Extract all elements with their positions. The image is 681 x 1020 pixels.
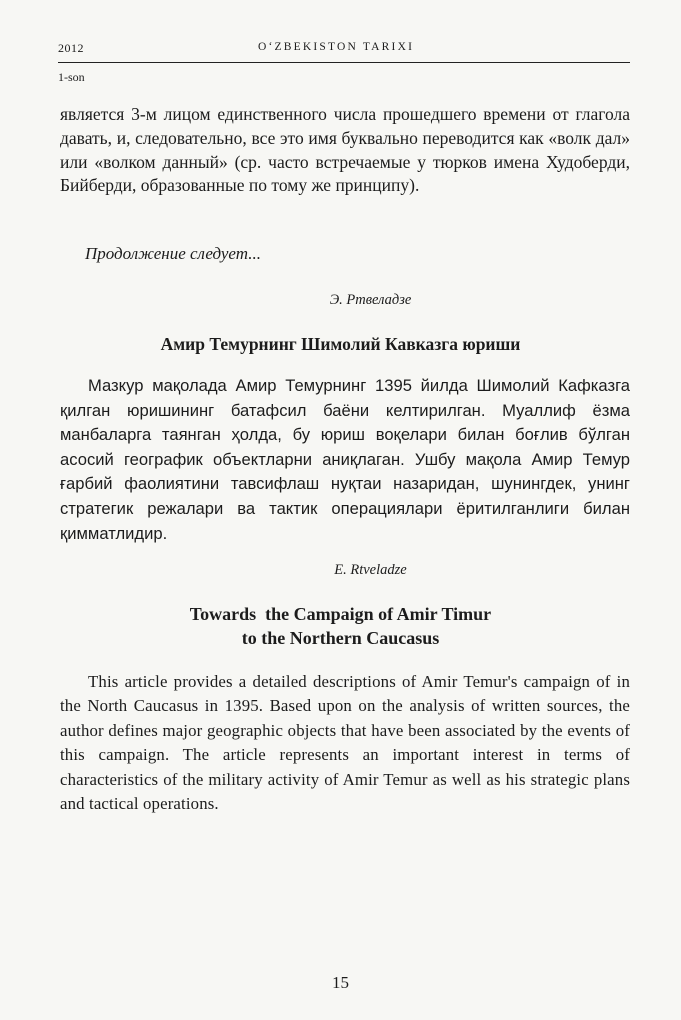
page-number: 15 (332, 973, 349, 992)
russian-continuation-paragraph: является 3-м лицом единственного числа прошедшего времени от глагола давать, и, следовательно, все это имя буквально переводится как «волк дал» или «волком данный» (ср. часто встречаемые у тюрков имена Худоберди, Бийберди, образованные по тому же принципу). (60, 104, 630, 196)
uzbek-abstract-title: Амир Темурнинг Шимолий Кавказга юриши (160, 334, 521, 354)
uzbek-abstract-author: Э. Ртвеладзе (329, 292, 412, 308)
header-rule (58, 62, 630, 63)
header-journal-title: O‘ZBEKISTON TARIXI (258, 41, 415, 53)
english-abstract-title (0, 602, 681, 650)
uzbek-abstract-text: Мазкур мақолада Амир Темурнинг 1395 йилда Шимолий Кафказга қилган юришининг батафсил баёни келтирилган. Муаллиф ёзма манбаларга таянган ҳолда, бу юриш воқелари билан боғлив бўлган асосий географик объектларни аниқлаган. Ушбу мақола Амир Темур ғарбий фаолиятини тавсифлаш нуқтаи назаридан, шунингдек, унинг стратегик режалари ва тактик операциялари ёритилганлиги билан қимматлидир. (60, 376, 630, 543)
english-title-line-2: to the Northern Caucasus (241, 628, 440, 648)
header-year: 2012 (58, 41, 84, 55)
english-title-line-1: Towards the Campaign of Amir Timur (189, 604, 492, 624)
continued-note: Продолжение следует... (85, 244, 261, 263)
english-abstract-author: E. Rtveladze (334, 562, 407, 578)
header-issue: 1-son (58, 70, 85, 84)
english-abstract-text: This article provides a detailed descriptions of Amir Temur's campaign of in the North Caucasus in 1395. Based upon on the analysis of written sources, the author defines major geographic objects that have been associated by the events of this campaign. The article represents an important interest in terms of characteristics of the military activity of Amir Temur as well as his strategic plans and tactical operations. (60, 672, 630, 814)
